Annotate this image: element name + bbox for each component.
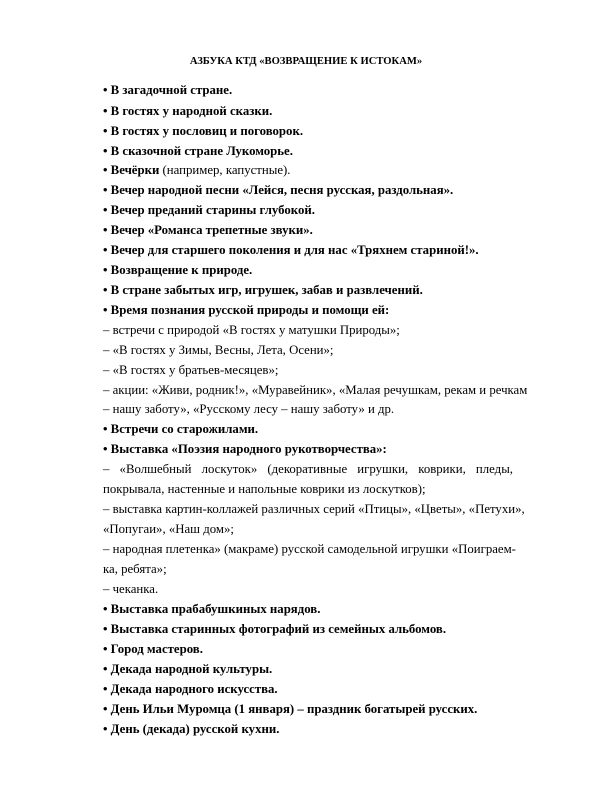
- list-item: • Встречи со старожилами.: [103, 422, 259, 436]
- list-subitem: – «В гостях у братьев-месяцев»;: [103, 363, 279, 377]
- list-item: • Возвращение к природе.: [103, 263, 253, 277]
- list-subitem: – акции: «Живи, родник!», «Муравейник», «Малая речушкам, рекам и речкам: [103, 383, 528, 397]
- list-subitem: – «Волшебный лоскуток» (декоративные игрушки, коврики, пледы,: [103, 462, 513, 476]
- list-item: • Вечер народной песни «Лейся, песня русская, раздольная».: [103, 183, 454, 197]
- list-item-bold: • Вечёрки: [103, 163, 160, 177]
- document-title: АЗБУКА КТД «ВОЗВРАЩЕНИЕ К ИСТОКАМ»: [189, 56, 423, 67]
- list-item: • Выставка прабабушкиных нарядов.: [103, 602, 321, 616]
- list-item: • В загадочной стране.: [103, 83, 233, 97]
- list-subitem: – «В гостях у Зимы, Весны, Лета, Осени»;: [103, 343, 334, 357]
- list-item: • Декада народной культуры.: [103, 662, 273, 676]
- list-subitem: – выставка картин-коллажей различных серий «Птицы», «Цветы», «Петухи»,: [103, 502, 525, 516]
- list-subitem-continuation: «Попугаи», «Наш дом»;: [103, 522, 234, 536]
- list-subitem: – чеканка.: [103, 582, 159, 596]
- list-item: • Выставка старинных фотографий из семейных альбомов.: [103, 622, 447, 636]
- list-subitem-continuation: покрывала, настенные и напольные коврики из лоскутков);: [103, 482, 426, 496]
- list-item: • В сказочной стране Лукоморье.: [103, 144, 293, 158]
- list-subitem: – встречи с природой «В гостях у матушки Природы»;: [103, 323, 400, 337]
- list-item: • Выставка «Поэзия народного рукотворчества»:: [103, 442, 387, 456]
- list-item: • День Ильи Муромца (1 января) – праздник богатырей русских.: [103, 702, 478, 716]
- list-item: • Декада народного искусства.: [103, 682, 278, 696]
- list-item: • День (декада) русской кухни.: [103, 722, 280, 736]
- list-subitem-continuation: ка, ребята»;: [103, 562, 167, 576]
- list-subitem: – народная плетенка» (макраме) русской самодельной игрушки «Поиграем-: [103, 542, 516, 556]
- list-item: [103, 162, 513, 178]
- list-item: • Вечер для старшего поколения и для нас «Тряхнем стариной!».: [103, 243, 479, 257]
- list-item: • Время познания русской природы и помощи ей:: [103, 303, 390, 317]
- list-item: • В гостях у пословиц и поговорок.: [103, 124, 304, 138]
- list-item: • В стране забытых игр, игрушек, забав и развлечений.: [103, 283, 423, 297]
- list-item: • Город мастеров.: [103, 642, 203, 656]
- list-subitem-continuation: – нашу заботу», «Русскому лесу – нашу заботу» и др.: [103, 402, 395, 416]
- list-item: • Вечер «Романса трепетные звуки».: [103, 223, 313, 237]
- list-item: • В гостях у народной сказки.: [103, 104, 273, 118]
- list-item: • Вечер преданий старины глубокой.: [103, 203, 315, 217]
- list-item-note: (например, капустные).: [159, 163, 291, 177]
